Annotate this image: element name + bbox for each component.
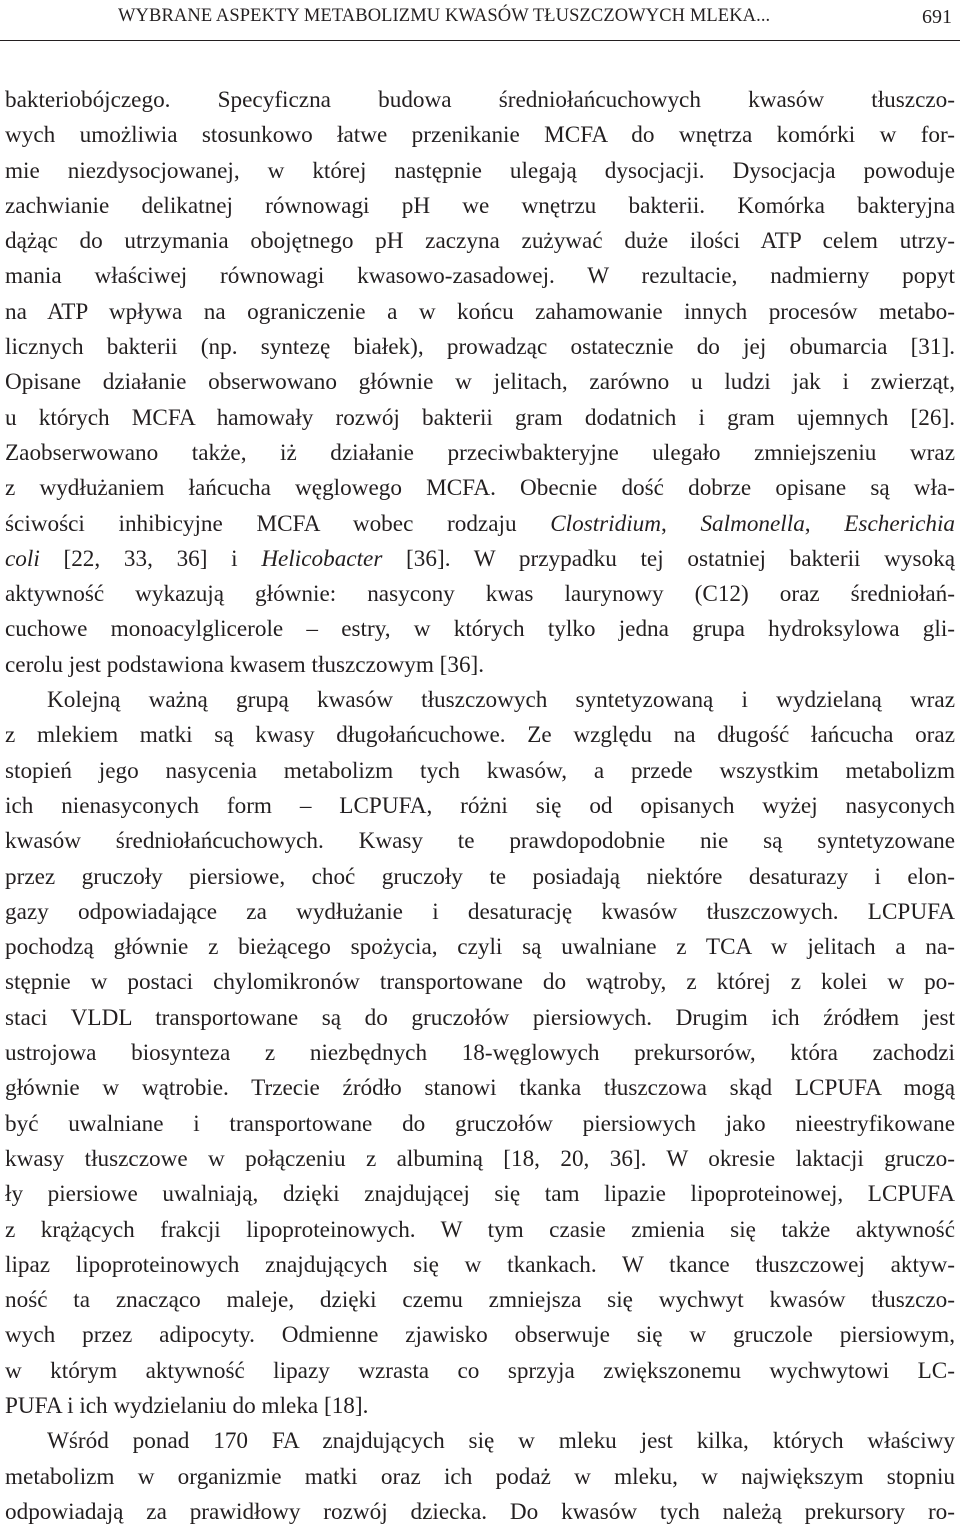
text-line: ność ta znacząco maleje, dzięki czemu zmniejsza się wychwyt kwasów tłuszczo- <box>5 1287 955 1314</box>
text-segment: , <box>804 510 845 537</box>
italic-species-name: coli <box>5 545 40 572</box>
running-header <box>0 0 960 41</box>
text-line: lipaz lipoproteinowych znajdujących się w tkankach. W tkance tłuszczowej aktyw- <box>5 1251 955 1278</box>
text-line: kwasów średniołańcuchowych. Kwasy te prawdopodobnie nie są syntetyzowane <box>5 828 955 855</box>
text-line: ustrojowa biosynteza z niezbędnych 18-węglowych prekursorów, która zachodzi <box>5 1040 955 1067</box>
text-line: na ATP wpływa na ograniczenie a w końcu zahamowanie innych procesów metabo- <box>5 298 955 325</box>
text-line: pochodzą głównie z bieżącego spożycia, czyli są uwalniane z TCA w jelitach a na- <box>5 934 955 961</box>
text-line: z krążących frakcji lipoproteinowych. W tym czasie zmienia się także aktywność <box>5 1216 955 1243</box>
paragraph-last-line: cerolu jest podstawiona kwasem tłuszczowym [36]. <box>5 651 485 678</box>
paragraph-first-line: Wśród ponad 170 FA znajdujących się w mleku jest kilka, których właściwy <box>47 1428 955 1455</box>
body-text <box>5 83 955 1530</box>
text-line: bakteriobójczego. Specyficzna budowa średniołańcuchowych kwasów tłuszczo- <box>5 87 955 113</box>
text-line: aktywność wykazują głównie: nasycony kwas laurynowy (C12) oraz średniołań- <box>5 581 955 608</box>
italic-genus-name: Clostridium <box>550 510 661 537</box>
italic-genus-name: Salmonella <box>700 510 805 537</box>
text-line: zachwianie delikatnej równowagi pH we wnętrzu bakterii. Komórka bakteryjna <box>5 192 955 219</box>
text-line: w którym aktywność lipazy wzrasta co sprzyja zwiększonemu wychwytowi LC- <box>5 1357 955 1384</box>
paragraph-last-line: PUFA i ich wydzielaniu do mleka [18]. <box>5 1392 369 1419</box>
text-line: stępnie w postaci chylomikronów transportowane do wątroby, z której z kolei w po- <box>5 969 955 996</box>
text-line: z wydłużaniem łańcucha węglowego MCFA. Obecnie dość dobrze opisane są wła- <box>5 475 955 502</box>
text-line: być uwalniane i transportowane do gruczołów piersiowych jako nieestryfikowane <box>5 1110 955 1137</box>
italic-genus-name: Escherichia <box>844 510 955 537</box>
text-line: mie niezdysocjowanej, w której następnie ulegają dysocjacji. Dysocjacja powoduje <box>5 157 955 184</box>
text-line: Opisane działanie obserwowano głównie w jelitach, zarówno u ludzi jak i zwierząt, <box>5 369 955 396</box>
text-line: kwasy tłuszczowe w połączeniu z albuminą [18, 20, 36]. W okresie laktacji gruczo- <box>5 1145 955 1172</box>
italic-genus-name: Helicobacter <box>261 545 383 572</box>
text-line: ich nienasyconych form – LCPUFA, różni się od opisanych wyżej nasyconych <box>5 792 955 819</box>
text-segment: , <box>661 510 701 537</box>
text-line: Zaobserwowano także, iż działanie przeciwbakteryjne ulegało zmniejszeniu wraz <box>5 439 955 466</box>
text-line: cuchowe monoacylglicerole – estry, w których tylko jedna grupa hydroksylowa gli- <box>5 616 955 643</box>
text-segment: ściwości inhibicyjne MCFA wobec rodzaju <box>5 510 551 537</box>
page-number: 691 <box>922 6 952 28</box>
text-line: u których MCFA hamowały rozwój bakterii gram dodatnich i gram ujemnych [26]. <box>5 404 955 431</box>
text-line: mania właściwej równowagi kwasowo-zasadowej. W rezultacie, nadmierny popyt <box>5 263 955 290</box>
text-line: odpowiadają za prawidłowy rozwój dziecka. Do kwasów tych należą prekursory ro- <box>5 1498 955 1525</box>
text-line <box>5 542 955 577</box>
running-title: WYBRANE ASPEKTY METABOLIZMU KWASÓW TŁUSZCZOWYCH MLEKA... <box>118 6 771 26</box>
text-line: licznych bakterii (np. syntezę białek), prowadząc ostatecznie do jej obumarcia [31]. <box>5 334 955 361</box>
text-line: wych przez adipocyty. Odmienne zjawisko obserwuje się w gruczole piersiowym, <box>5 1322 955 1349</box>
text-line: gazy odpowiadające za wydłużanie i desaturację kwasów tłuszczowych. LCPUFA <box>5 898 955 925</box>
paragraph-first-line: Kolejną ważną grupą kwasów tłuszczowych syntetyzowaną i wydzielaną wraz <box>47 687 955 714</box>
text-segment: [22, 33, 36] i <box>39 545 262 572</box>
text-line: stopień jego nasycenia metabolizm tych kwasów, a przede wszystkim metabolizm <box>5 757 955 784</box>
text-line: staci VLDL transportowane są do gruczołów piersiowych. Drugim ich źródłem jest <box>5 1004 955 1031</box>
text-line <box>5 507 955 542</box>
text-line: ły piersiowe uwalniają, dzięki znajdującej się tam lipazie lipoproteinowej, LCPUFA <box>5 1181 955 1208</box>
text-line: metabolizm w organizmie matki oraz ich podaż w mleku, w największym stopniu <box>5 1463 955 1490</box>
text-line: z mlekiem matki są kwasy długołańcuchowe. Ze względu na długość łańcucha oraz <box>5 722 955 749</box>
text-line: przez gruczoły piersiowe, choć gruczoły te posiadają niektóre desaturazy i elon- <box>5 863 955 890</box>
text-line: wych umożliwia stosunkowo łatwe przenikanie MCFA do wnętrza komórki w for- <box>5 122 955 149</box>
text-line: głównie w wątrobie. Trzecie źródło stanowi tkanka tłuszczowa skąd LCPUFA mogą <box>5 1075 955 1102</box>
text-line: dążąc do utrzymania obojętnego pH zaczyna zużywać duże ilości ATP celem utrzy- <box>5 228 955 255</box>
text-segment: [36]. W przypadku tej ostatniej bakterii wysoką <box>382 545 955 572</box>
